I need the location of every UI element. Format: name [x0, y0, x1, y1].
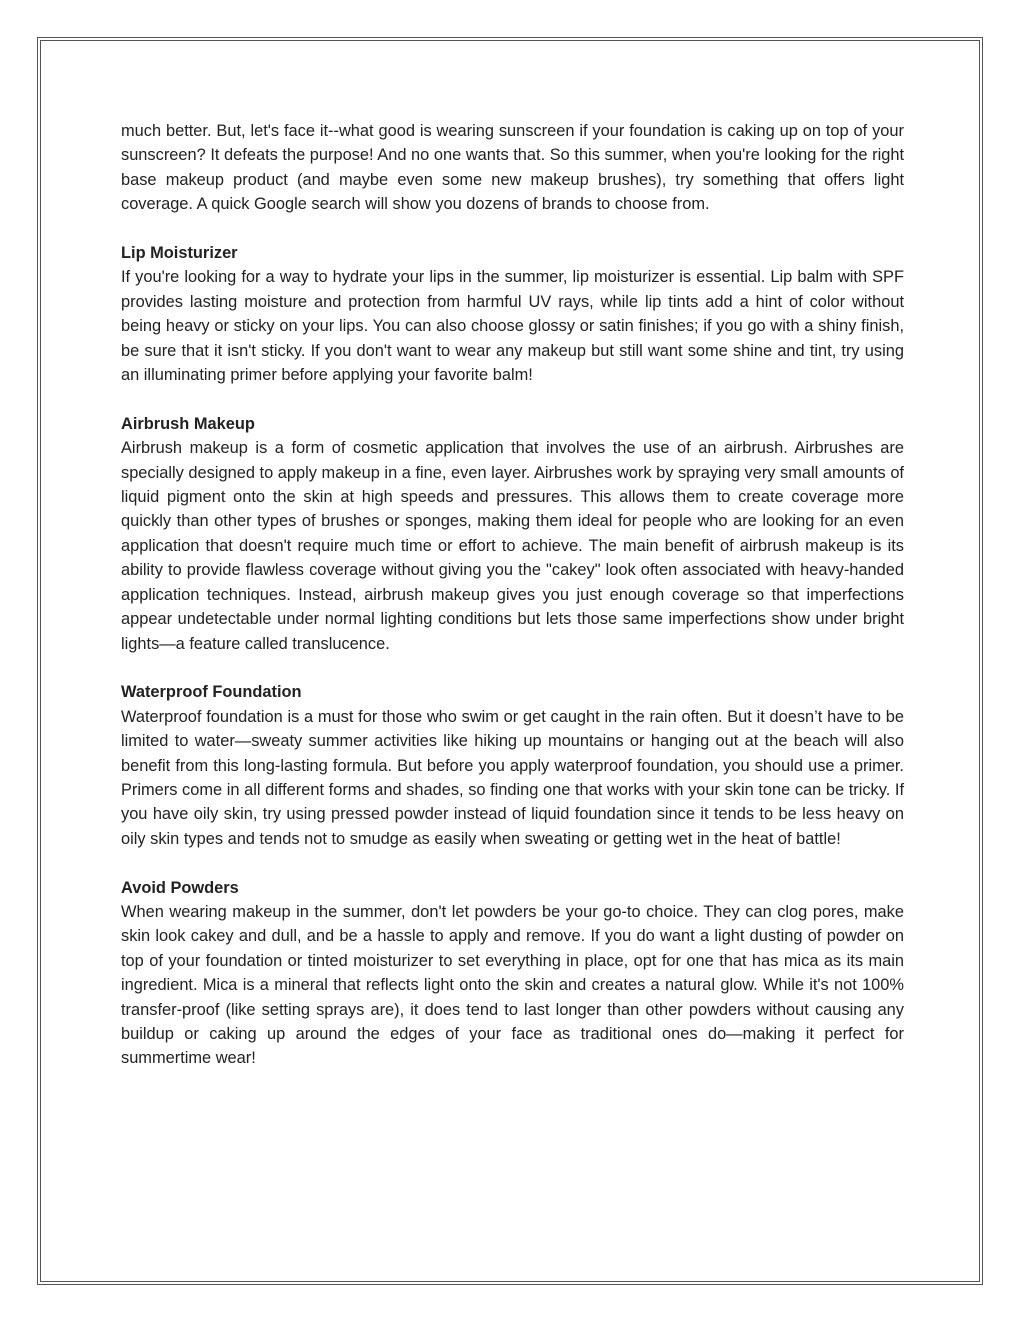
- section-paragraph: If you're looking for a way to hydrate your lips in the summer, lip moisturizer is essential. Lip balm with SPF provides lasting moisture and protection from harmful UV rays, while lip tints add a hint of color without being heavy or sticky on your lips. You can also choose glossy or satin finishes; if you go with a shiny finish, be sure that it isn't sticky. If you don't want to wear any makeup but still want some shine and tint, try using an illuminating primer before applying your favorite balm!: [121, 268, 904, 385]
- section-heading: Lip Moisturizer: [121, 244, 238, 263]
- section-paragraph: When wearing makeup in the summer, don't let powders be your go-to choice. They can clog pores, make skin look cakey and dull, and be a hassle to apply and remove. If you do want a light dusting of powder on top of your foundation or tinted moisturizer to set everything in place, opt for one that has mica as its main ingredient. Mica is a mineral that reflects light onto the skin and creates a natural glow. While it's not 100% transfer-proof (like setting sprays are), it does tend to last longer than other powders without causing any buildup or caking up around the edges of your face as traditional ones do—making it perfect for summertime wear!: [121, 902, 904, 1068]
- intro-paragraph: much better. But, let's face it--what good is wearing sunscreen if your foundation is caking up on top of your sunscreen? It defeats the purpose! And no one wants that. So this summer, when you're looking for the right base makeup product (and maybe even some new makeup brushes), try something that offers light coverage. A quick Google search will show you dozens of brands to choose from.: [121, 122, 904, 214]
- section-avoid-powders: [121, 876, 904, 1071]
- section-heading: Waterproof Foundation: [121, 683, 302, 702]
- section-waterproof-foundation: [121, 680, 904, 851]
- section-heading: Avoid Powders: [121, 878, 239, 897]
- section-paragraph: Waterproof foundation is a must for those who swim or get caught in the rain often. But it doesn’t have to be limited to water—sweaty summer activities like hiking up mountains or hanging out at the beach will also benefit from this long-lasting formula. But before you apply waterproof foundation, you should use a primer. Primers come in all different forms and shades, so finding one that works with your skin tone can be tricky. If you have oily skin, try using pressed powder instead of liquid foundation since it tends to be less heavy on oily skin types and tends not to smudge as easily when sweating or getting wet in the heat of battle!: [121, 707, 904, 848]
- section-heading: Airbrush Makeup: [121, 414, 255, 433]
- section-paragraph: Airbrush makeup is a form of cosmetic application that involves the use of an airbrush. Airbrushes are specially designed to apply makeup in a fine, even layer. Airbrushes work by spraying very small amounts of liquid pigment onto the skin at high speeds and pressures. This allows them to create coverage more quickly than other types of brushes or sponges, making them ideal for people who are looking for an even application that doesn't require much time or effort to achieve. The main benefit of airbrush makeup is its ability to provide flawless coverage without giving you the "cakey" look often associated with heavy-handed application techniques. Instead, airbrush makeup gives you just enough coverage so that imperfections appear undetectable under normal lighting conditions but lets those same imperfections show under bright lights—a feature called translucence.: [121, 439, 904, 653]
- section-airbrush-makeup: [121, 412, 904, 656]
- document-body: [121, 119, 904, 1071]
- section-lip-moisturizer: [121, 241, 904, 387]
